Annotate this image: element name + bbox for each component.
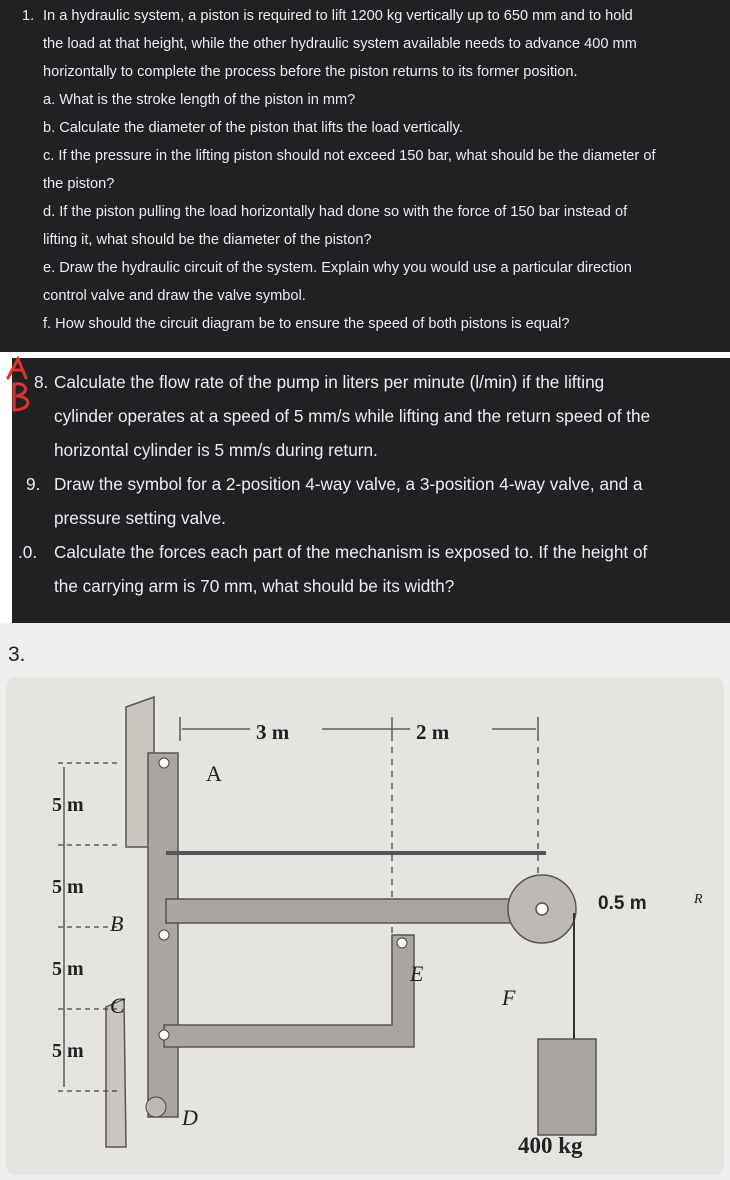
link-ce [164,935,414,1047]
lower-wall-support [106,999,126,1147]
q1-line-2: the load at that height, while the other hydraulic system available needs to advance 400 mm [43,36,637,52]
label-c: C [110,993,125,1018]
dim-2m: 2 m [416,720,450,744]
label-b: B [110,911,124,936]
label-f: F [502,985,516,1010]
q1-line-f: f. How should the circuit diagram be to ensure the speed of both pistons is equal? [43,316,570,332]
radius-letter: R [694,892,703,907]
q8-number: 8. [34,372,49,392]
question-1-panel [0,0,730,352]
q8-line-1: Calculate the flow rate of the pump in liters per minute (l/min) if the lifting [54,372,605,392]
q1-line-c: c. If the pressure in the lifting piston should not exceed 150 bar, what should be the diameter of [43,148,656,164]
left-dim-4: 5 m [52,1040,84,1062]
questions-8-10-panel [12,358,730,623]
pin-d [146,1097,166,1117]
dim-radius: 0.5 m [598,893,647,914]
dim-3m: 3 m [256,720,290,744]
label-d: D [182,1105,198,1130]
q1-line-e: e. Draw the hydraulic circuit of the system. Explain why you would use a particular direction [43,260,632,276]
q8-line-3: horizontal cylinder is 5 mm/s during return. [54,440,378,460]
load-label: 400 kg [518,1133,583,1158]
q1-line-1: In a hydraulic system, a piston is required to lift 1200 kg vertically up to 650 mm and to hold [43,8,633,24]
q10-number: .0. [18,542,38,562]
q9-number: 9. [26,474,41,494]
q10-line-2: the carrying arm is 70 mm, what should be its width? [54,576,455,596]
problem-3-panel [0,623,730,1180]
question-1-number: 1. [22,8,35,24]
q1-line-b: b. Calculate the diameter of the piston that lifts the load vertically. [43,120,463,136]
mechanism-diagram [6,677,724,1175]
q10-line-1: Calculate the forces each part of the mechanism is exposed to. If the height of [54,542,648,562]
pin-a [159,758,169,768]
load-block [538,1039,596,1135]
label-a: A [206,761,222,786]
q9-line-2: pressure setting valve. [54,508,226,528]
q1-line-d2: lifting it, what should be the diameter of the piston? [43,232,372,248]
left-dim-1: 5 m [52,794,84,816]
q1-line-d: d. If the piston pulling the load horizontally had done so with the force of 150 bar instead of [43,204,628,220]
left-dim-2: 5 m [52,876,84,898]
left-dim-3: 5 m [52,958,84,980]
mechanism-photo [6,677,724,1175]
red-handwritten-mark-icon [4,356,40,414]
q1-line-a: a. What is the stroke length of the piston in mm? [43,92,356,108]
q1-line-c2: the piston? [43,176,115,192]
q8-line-2: cylinder operates at a speed of 5 mm/s while lifting and the return speed of the [54,406,651,426]
label-e: E [410,961,424,986]
q1-line-e2: control valve and draw the valve symbol. [43,288,306,304]
pin-c [159,1030,169,1040]
problem-3-number: 3. [8,643,26,666]
pin-e [397,938,407,948]
pin-b [159,930,169,940]
carrying-arm [166,899,546,923]
q1-line-3: horizontally to complete the process before the piston returns to its former position. [43,64,578,80]
q9-line-1: Draw the symbol for a 2-position 4-way valve, a 3-position 4-way valve, and a [54,474,643,494]
